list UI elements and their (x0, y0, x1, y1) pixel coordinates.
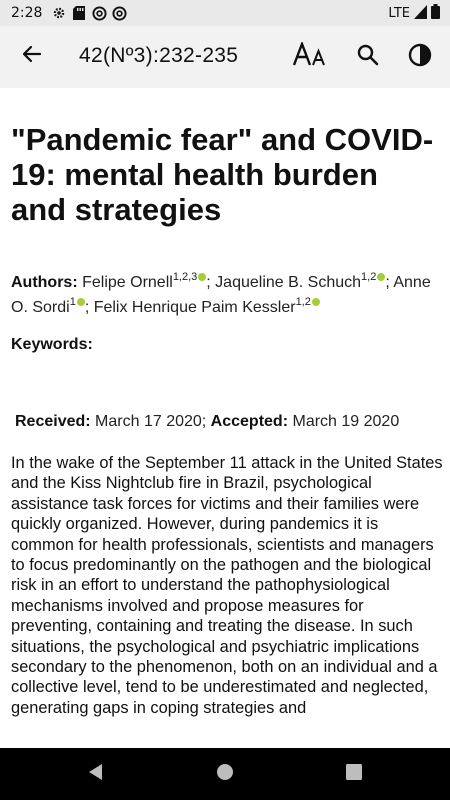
orcid-icon[interactable] (77, 298, 85, 306)
nav-home-icon (216, 763, 234, 786)
settings-icon (50, 4, 68, 22)
back-button[interactable] (13, 37, 51, 75)
status-right (388, 4, 440, 23)
author-affiliation: 1,2 (295, 296, 311, 308)
nav-recents-icon (346, 764, 362, 785)
authors-line: Authors: Felipe Ornell$^{1,2,3}$ ; Jaqueline B. Schuch$^{1,2}$ ; Anne O. Sordi$^1$ ; Felix Henrique Paim Kessler$^{1,2}$ (11, 271, 431, 316)
author-affiliation: 1,2 (361, 271, 377, 283)
article-title: "Pandemic fear" and COVID-19: mental health burden and strategies (11, 122, 434, 227)
orcid-icon[interactable] (198, 273, 206, 281)
accepted-label: Accepted: (210, 413, 289, 430)
author-name[interactable]: Jaqueline B. Schuch (215, 274, 362, 291)
article-content[interactable] (0, 88, 450, 748)
text-size-icon (293, 42, 327, 73)
article-abstract: In the wake of the September 11 attack in the United States and the Kiss Nightclub fire in Brazil, psychological assistance task forces for victims and their families were quickly organized. However, during pandemics it is common for health professionals, scientists and managers to focus predominantly on the pathogen and the biological risk in an effort to understand the pathophysiological mechanisms involved and propose measures for preventing, containing and treating the disease. In such situations, the psychological and psychiatric implications secondary to the phenomenon, both on an individual and a collective level, tend to be underestimated and neglected, generating gaps in coping strategies and (11, 454, 443, 717)
keywords-label: Keywords: (11, 336, 93, 353)
at-sign-icon (110, 4, 128, 22)
network-type: LTE (388, 6, 410, 21)
author-affiliation: 1 (69, 296, 76, 308)
orcid-icon[interactable] (312, 298, 320, 306)
app-toolbar (0, 26, 450, 88)
nav-home-button[interactable] (213, 762, 237, 786)
search-button[interactable] (348, 37, 388, 77)
received-label: Received: (15, 413, 91, 430)
nav-back-icon (87, 763, 103, 786)
received-date: March 17 2020 (95, 413, 202, 430)
back-arrow-icon (22, 44, 42, 69)
search-icon (357, 44, 379, 71)
author-name[interactable]: Felix Henrique Paim Kessler (93, 299, 296, 316)
contrast-icon (408, 43, 432, 72)
author-affiliation: 1,2,3 (172, 271, 198, 283)
toolbar-title: 42(Nº3):232-235 (79, 44, 239, 67)
at-sign-icon (90, 4, 108, 22)
nav-back-button[interactable] (83, 762, 107, 786)
system-nav-bar (0, 748, 450, 800)
article-dates: Received: March 17 2020; Accepted: March 19 2020 (15, 413, 400, 430)
text-size-button[interactable] (290, 37, 330, 77)
accepted-date: March 19 2020 (292, 413, 400, 430)
status-time: 2:28 (11, 5, 43, 21)
author-name[interactable]: Anne O. Sordi (11, 274, 431, 316)
author-name[interactable]: Felipe Ornell (82, 274, 173, 291)
status-bar (0, 0, 450, 26)
battery-icon (431, 4, 440, 23)
signal-icon (414, 5, 427, 23)
authors-label: Authors: (11, 274, 78, 291)
contrast-button[interactable] (400, 37, 440, 77)
sd-card-icon (70, 4, 88, 22)
orcid-icon[interactable] (377, 273, 385, 281)
nav-recents-button[interactable] (342, 762, 366, 786)
